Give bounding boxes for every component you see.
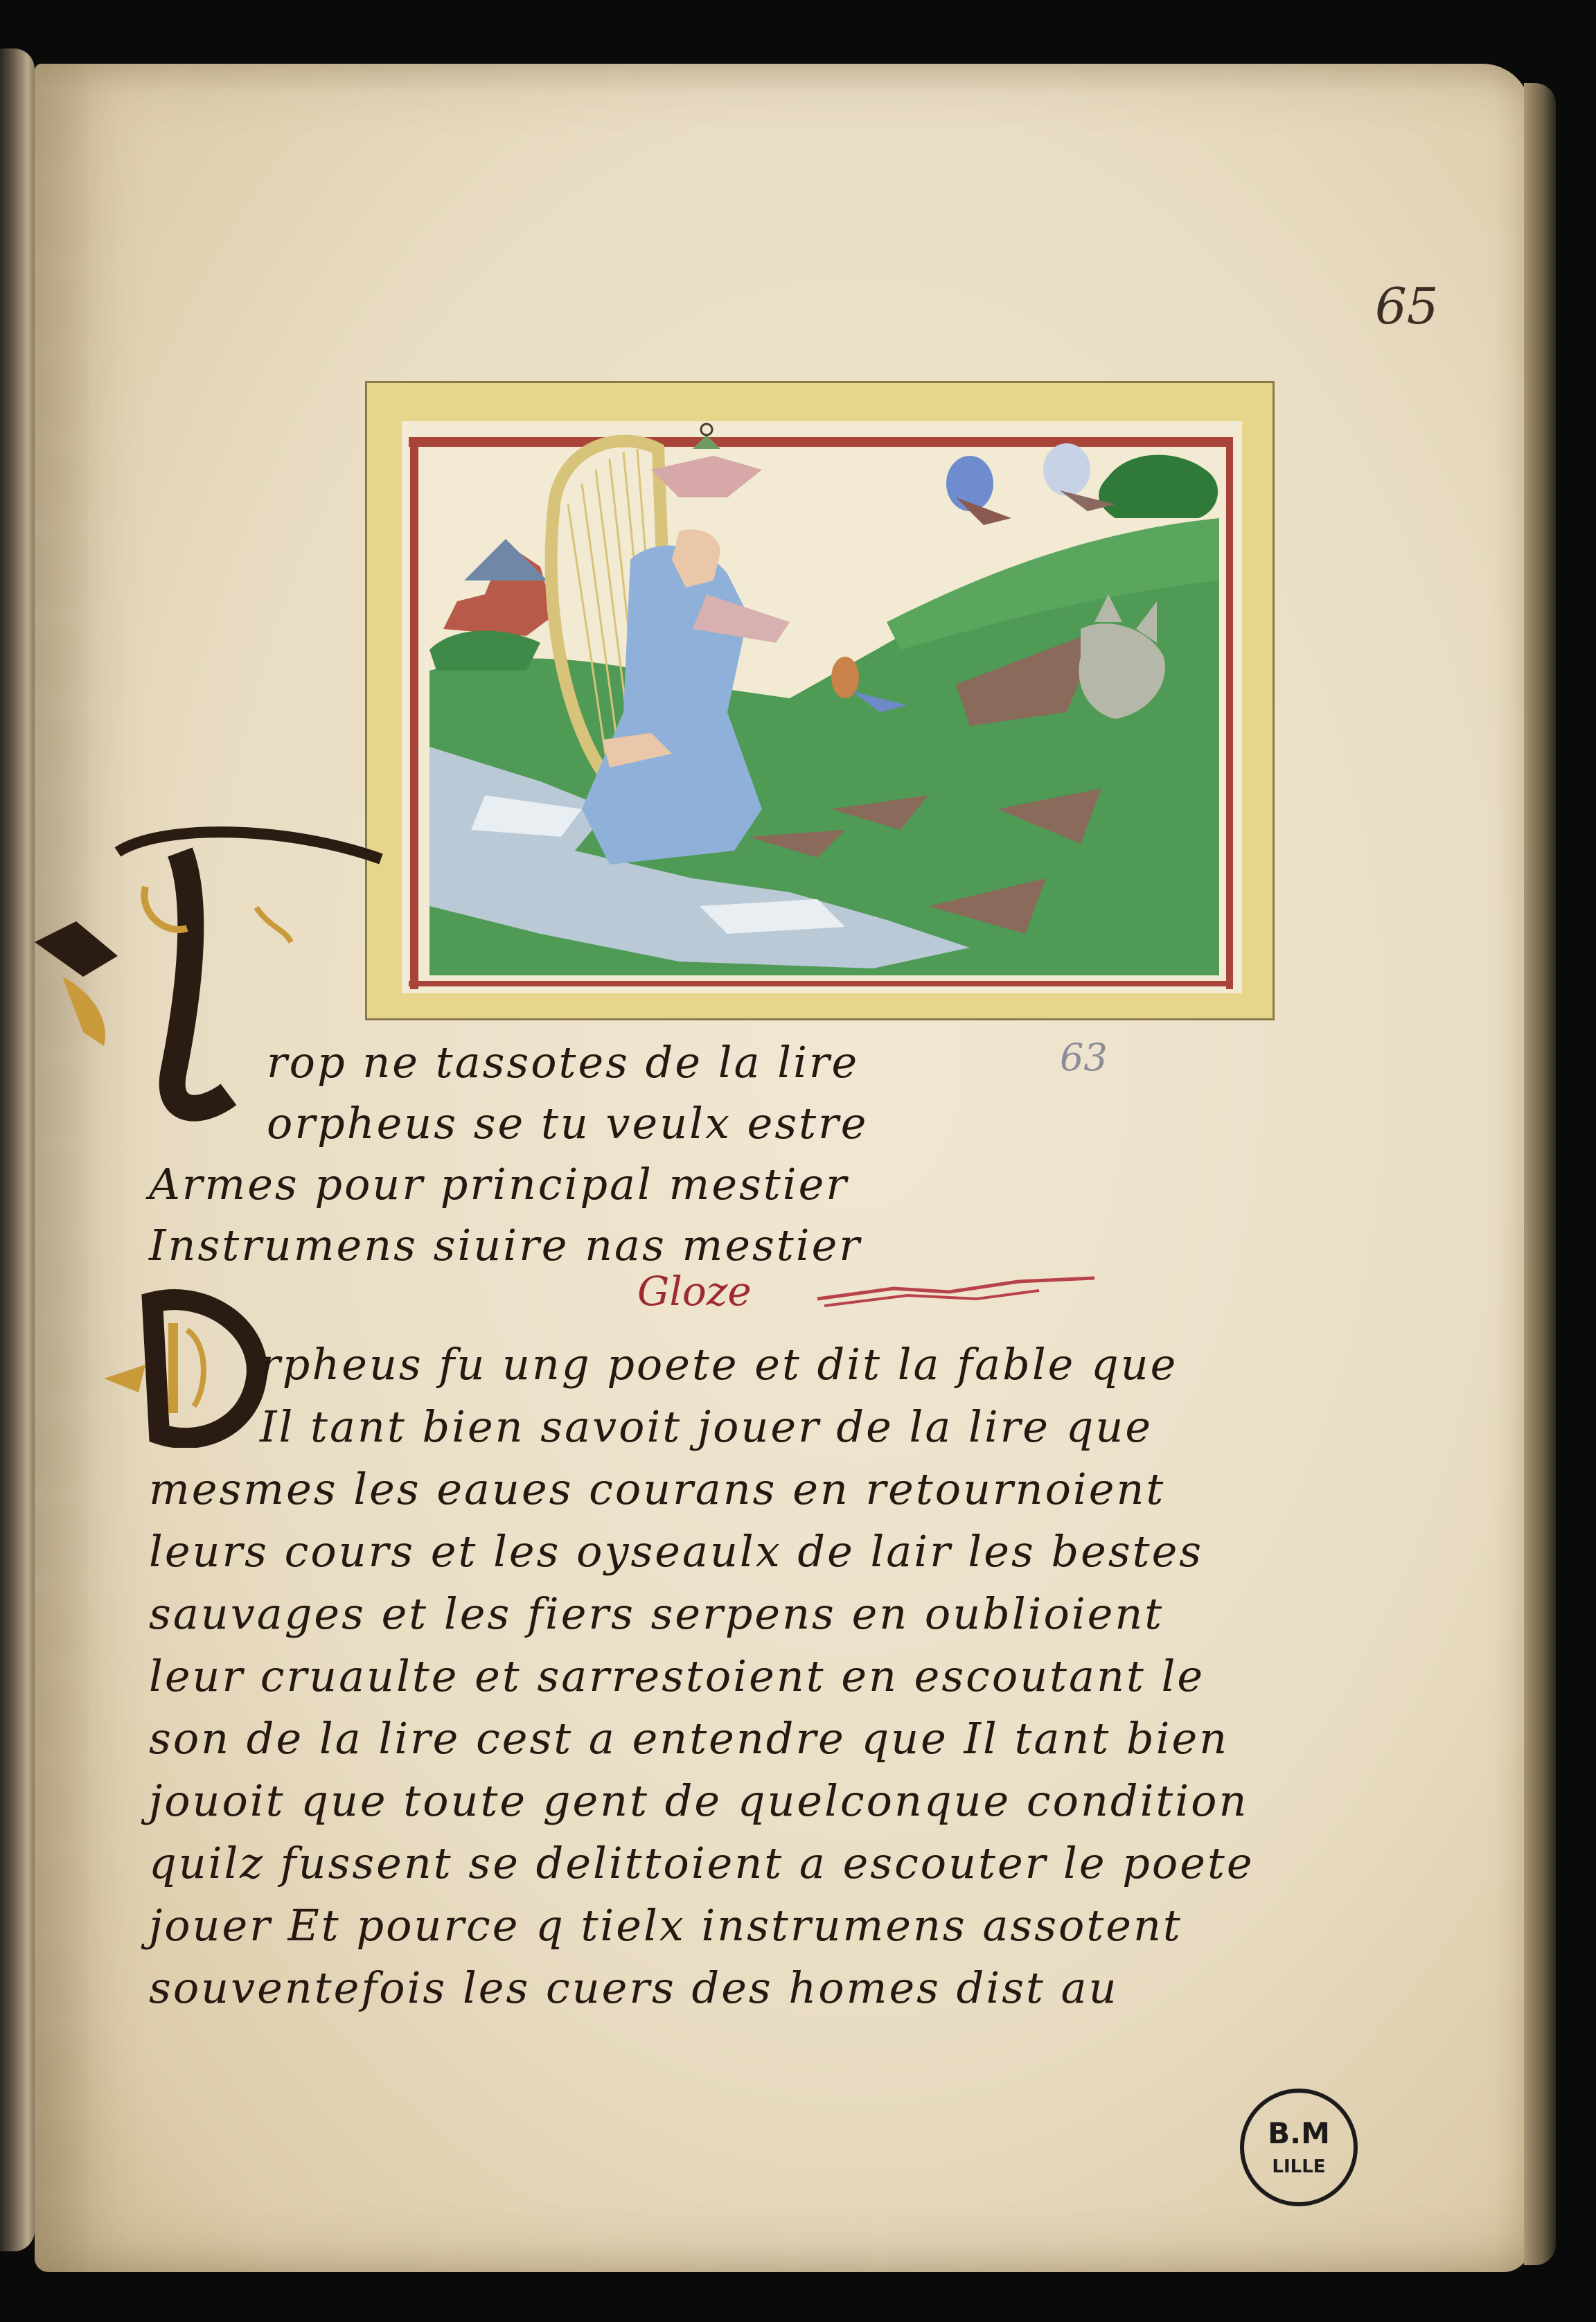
gloss-line: quilz fussent se delittoient a escouter le poete xyxy=(149,1838,1254,1888)
verse-block xyxy=(149,1032,1119,1276)
folio-number: 65 xyxy=(1375,277,1439,335)
gloss-line: sauvages et les fiers serpens en oublioient xyxy=(149,1588,1164,1639)
gloss-line: son de la lire cest a entendre que Il tant bien xyxy=(149,1713,1230,1764)
verse-line: Instrumens siuire nas mestier xyxy=(149,1220,862,1270)
stamp-line-bm: B.M xyxy=(1268,2116,1330,2150)
gloss-line: souventefois les cuers des homes dist au xyxy=(149,1962,1119,2013)
previous-page-edge xyxy=(0,48,35,2251)
gloss-line: mesmes les eaues courans en retournoient xyxy=(149,1464,1166,1514)
verse-line: rop ne tassotes de la lire xyxy=(267,1037,860,1088)
library-stamp xyxy=(1240,2089,1358,2206)
verse-line: Armes pour principal mestier xyxy=(149,1159,849,1209)
rubric-flourish xyxy=(810,1271,1101,1313)
gloss-body xyxy=(149,1333,1389,2019)
marginal-pencil-number: 63 xyxy=(1060,1036,1108,1079)
gloss-line: Il tant bien savoit jouer de la lire que xyxy=(260,1401,1153,1452)
verse-line: orpheus se tu veulx estre xyxy=(267,1098,869,1149)
miniature-orpheus-harp xyxy=(365,381,1275,1020)
stamp-line-lille: LILLE xyxy=(1272,2156,1326,2177)
gloss-line: leur cruaulte et sarrestoient en escoutant le xyxy=(149,1651,1205,1701)
illumination-scene xyxy=(402,421,1242,993)
gloss-rubric-heading: Gloze xyxy=(637,1268,752,1315)
gloss-line: jouer Et pource q tielx instrumens assotent xyxy=(149,1900,1182,1951)
gloss-line: leurs cours et les oyseaulx de lair les bestes xyxy=(149,1526,1204,1577)
gloss-line: jouoit que toute gent de quelconque condition xyxy=(149,1775,1249,1826)
gloss-line: rpheus fu ung poete et dit la fable que xyxy=(260,1339,1178,1390)
page-fore-edge xyxy=(1524,83,1556,2265)
